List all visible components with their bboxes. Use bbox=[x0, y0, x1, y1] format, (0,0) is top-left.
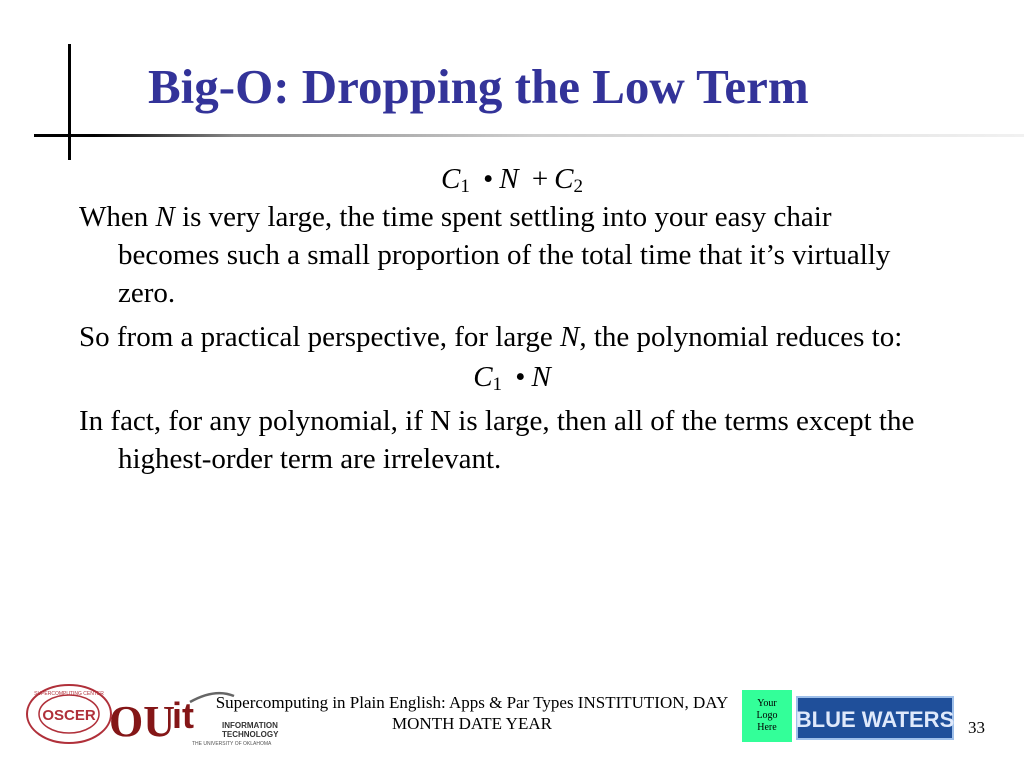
your-logo-line: Your bbox=[757, 698, 777, 709]
it-logo-line1: INFORMATION bbox=[222, 721, 278, 730]
footer-line-1: Supercomputing in Plain English: Apps & Par Types INSTITUTION, DAY bbox=[215, 693, 729, 712]
formula-reduced bbox=[0, 358, 1024, 396]
formula-term-c2: C bbox=[554, 163, 574, 195]
formula-plus-operator: + bbox=[531, 163, 549, 195]
oscer-logo bbox=[24, 683, 114, 745]
title-horizontal-rule bbox=[34, 134, 1024, 137]
formula-subscript: 1 bbox=[460, 176, 470, 197]
formula-full-polynomial bbox=[0, 160, 1024, 198]
your-logo-line: Here bbox=[757, 722, 777, 733]
slide-body bbox=[0, 160, 1024, 484]
oscer-ring-text: SUPERCOMPUTING CENTER bbox=[34, 691, 104, 697]
bullet-paragraph-2 bbox=[79, 318, 940, 356]
formula-dot-operator: • bbox=[515, 361, 526, 393]
it-logo-mark: it bbox=[172, 695, 194, 736]
your-logo-placeholder bbox=[742, 690, 792, 742]
text-run: When bbox=[79, 201, 156, 233]
text-run: , the polynomial reduces to: bbox=[579, 321, 903, 353]
formula-term-n: N bbox=[499, 163, 519, 195]
text-run: is very large, the time spent settling into your easy chair becomes such a small proportion of the total time that it’s virtually zero. bbox=[118, 201, 891, 309]
italic-n: N bbox=[155, 201, 175, 233]
bullet-paragraph-1 bbox=[79, 198, 940, 312]
oscer-logo-text: OSCER bbox=[42, 707, 96, 724]
your-logo-line: Logo bbox=[756, 710, 778, 721]
formula-term-c1: C bbox=[440, 163, 461, 195]
footer-line-2: MONTH DATE YEAR bbox=[392, 714, 552, 733]
formula-dot-operator: • bbox=[483, 163, 494, 195]
italic-n: N bbox=[559, 321, 580, 353]
bullet-paragraph-3: In fact, for any polynomial, if N is large, then all of the terms except the highest-order term are irrelevant. bbox=[79, 405, 915, 475]
formula-subscript: 1 bbox=[492, 374, 503, 395]
blue-waters-logo bbox=[797, 697, 953, 739]
formula-term-c1: C bbox=[473, 361, 493, 393]
it-logo-line3: THE UNIVERSITY OF OKLAHOMA bbox=[192, 741, 272, 747]
formula-subscript: 2 bbox=[573, 176, 584, 197]
ou-logo-text: OU bbox=[109, 697, 175, 746]
your-logo-text bbox=[756, 698, 777, 734]
page-number: 33 bbox=[968, 718, 985, 737]
it-logo-line2: TECHNOLOGY bbox=[222, 730, 279, 739]
blue-waters-text: BLUE WATERS bbox=[795, 707, 955, 732]
title-vertical-rule bbox=[68, 44, 71, 160]
text-run: So from a practical perspective, for large bbox=[79, 321, 560, 353]
ou-logo bbox=[109, 686, 175, 746]
formula-term-n: N bbox=[531, 361, 551, 393]
slide-title: Big-O: Dropping the Low Term bbox=[148, 59, 809, 114]
footer-caption bbox=[172, 692, 772, 734]
